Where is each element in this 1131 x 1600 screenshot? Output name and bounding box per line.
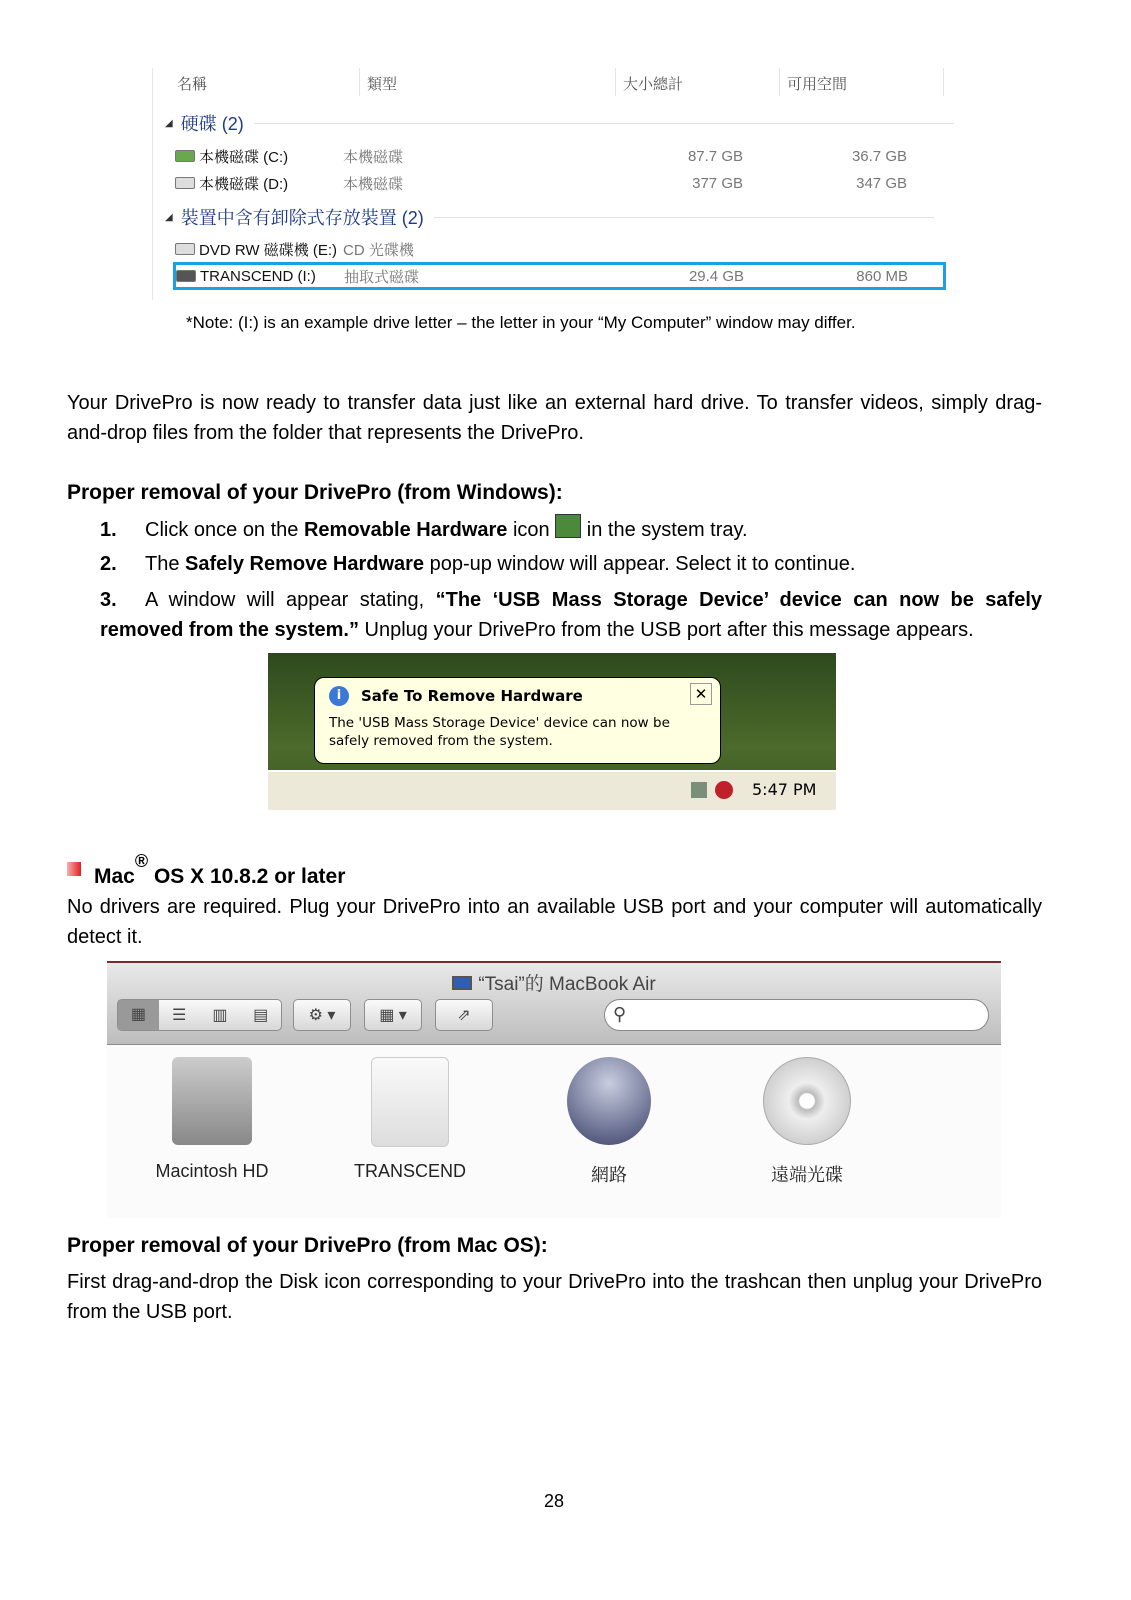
item-transcend[interactable]: TRANSCEND <box>320 1057 500 1147</box>
finder-screenshot <box>107 961 1001 1218</box>
group-hard-disks[interactable]: ◢ 硬碟 (2) <box>165 110 954 136</box>
drive-row[interactable]: DVD RW 磁碟機 (E:) CD 光碟機 <box>175 237 945 261</box>
removable-hardware-icon <box>555 514 581 538</box>
column-total[interactable]: 大小總計 <box>623 76 684 93</box>
taskbar <box>268 770 836 810</box>
note: *Note: (I:) is an example drive letter – the letter in your “My Computer” window may differ. <box>186 313 856 332</box>
drive-row[interactable]: 本機磁碟 (D:) 本機磁碟 377 GB 347 GB <box>175 171 945 195</box>
hard-drive-icon <box>172 1057 252 1145</box>
cd-icon <box>763 1057 851 1145</box>
grid-icon: ▦ ▾ <box>379 1007 407 1024</box>
window-title: “Tsai”的 MacBook Air <box>107 969 1001 996</box>
paragraph: No drivers are required. Plug your DrivePro into an available USB port and your computer will automatically detect it. <box>67 896 1042 948</box>
arrange-menu-button[interactable] <box>364 999 422 1031</box>
column-type[interactable]: 類型 <box>367 76 398 93</box>
search-input[interactable] <box>604 999 989 1031</box>
drive-icon <box>175 177 195 189</box>
xp-notification-screenshot <box>268 653 836 810</box>
share-icon: ⇗ <box>457 1007 471 1024</box>
laptop-icon <box>452 976 472 990</box>
icon-view-icon[interactable]: ▦ <box>118 1000 159 1030</box>
column-free[interactable]: 可用空間 <box>787 76 848 93</box>
gear-icon: ⚙ ▾ <box>308 1007 336 1024</box>
share-button[interactable] <box>435 999 493 1031</box>
group-label: 裝置中含有卸除式存放裝置 (2) <box>180 208 424 228</box>
bullet-icon <box>67 862 81 876</box>
list-view-icon[interactable]: ☰ <box>171 1007 187 1024</box>
group-label: 硬碟 (2) <box>180 114 244 134</box>
section-heading: Proper removal of your DrivePro (from Windows): <box>67 481 563 504</box>
security-shield-icon[interactable] <box>715 781 733 799</box>
balloon-title: Safe To Remove Hardware <box>361 687 583 705</box>
section-heading: Proper removal of your DrivePro (from Mac OS): <box>67 1234 548 1257</box>
item-remote-disc[interactable]: 遠端光碟 <box>717 1057 897 1145</box>
paragraph: First drag-and-drop the Disk icon corresponding to your DrivePro into the trashcan then unplug your DrivePro from the USB port. <box>67 1271 1042 1323</box>
mac-heading: Mac® OS X 10.8.2 or later <box>94 851 346 888</box>
column-name[interactable]: 名稱 <box>177 76 208 93</box>
explorer-screenshot <box>152 68 958 300</box>
paragraph: Your DrivePro is now ready to transfer data just like an external hard drive. To transfer videos, simply drag-and-drop files from the folder that represents the DrivePro. <box>67 392 1042 444</box>
clock: 5:47 PM <box>752 780 817 799</box>
step-1: 1. Click once on the Removable Hardware icon in the system tray. <box>100 514 1042 545</box>
info-icon: i <box>329 686 349 706</box>
page-number: 28 <box>543 1491 565 1511</box>
external-drive-icon <box>371 1057 449 1147</box>
balloon-tooltip[interactable] <box>314 677 721 764</box>
dvd-drive-icon <box>175 243 195 255</box>
search-icon: ⚲ <box>613 1004 627 1024</box>
drive-row[interactable]: 本機磁碟 (C:) 本機磁碟 87.7 GB 36.7 GB <box>175 144 945 168</box>
coverflow-view-icon[interactable]: ▤ <box>253 1007 269 1024</box>
group-removable[interactable]: ◢ 裝置中含有卸除式存放裝置 (2) <box>165 204 934 230</box>
item-network[interactable]: 網路 <box>519 1057 699 1145</box>
network-globe-icon <box>567 1057 651 1145</box>
close-button[interactable]: ✕ <box>690 683 712 705</box>
drive-row-selected[interactable]: TRANSCEND (I:) 抽取式磁碟 29.4 GB 860 MB <box>173 262 946 290</box>
step-3: 3. A window will appear stating, “The ‘USB Mass Storage Device’ device can now be safely removed from the system.” Unplug your DrivePro from the USB port after this message appears. <box>100 589 1042 641</box>
column-view-icon[interactable]: ▥ <box>212 1007 228 1024</box>
action-menu-button[interactable] <box>293 999 351 1031</box>
safely-remove-icon[interactable] <box>691 782 707 798</box>
balloon-message: The 'USB Mass Storage Device' device can now be safely removed from the system. <box>329 715 670 749</box>
step-2: 2. The Safely Remove Hardware pop-up window will appear. Select it to continue. <box>100 553 856 575</box>
windows-drive-icon <box>175 150 195 162</box>
view-switcher[interactable] <box>117 999 282 1031</box>
item-macintosh-hd[interactable]: Macintosh HD <box>122 1057 302 1145</box>
removable-drive-icon <box>176 270 196 282</box>
